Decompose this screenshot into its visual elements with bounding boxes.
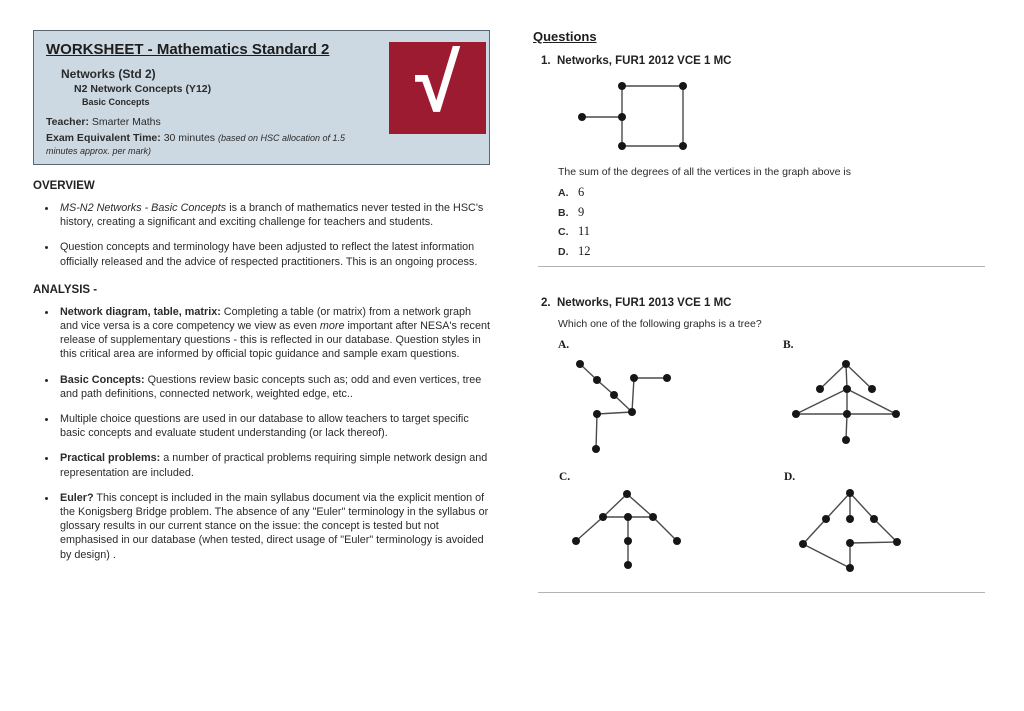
analysis-item [57, 412, 490, 440]
graph-option-b-diagram [786, 352, 906, 457]
radical-check-icon: √ [414, 38, 460, 129]
question-1-prompt: The sum of the degrees of all the vertices in the graph above is [558, 166, 852, 178]
option-a [558, 185, 591, 205]
question-divider [538, 266, 985, 267]
question-1-title [541, 55, 731, 67]
graph-option-a-label: A. [558, 339, 570, 351]
analysis-item [57, 305, 490, 362]
option-c-value: 11 [578, 224, 591, 238]
option-d [558, 244, 591, 264]
question-2-source: Networks, FUR1 2013 VCE 1 MC [557, 297, 732, 309]
graph-option-a-diagram [565, 352, 685, 465]
exam-time-line [46, 132, 378, 158]
question-divider [538, 592, 985, 593]
exam-time-note: (based on HSC allocation of 1.5 minutes approx. per mark) [46, 133, 346, 156]
questions-heading: Questions [533, 29, 597, 44]
teacher-label: Teacher: [46, 116, 89, 128]
subject-line: Networks (Std 2) [61, 67, 156, 81]
analysis-list [57, 305, 490, 562]
option-a-label: A. [558, 187, 569, 199]
option-b-label: B. [558, 206, 569, 219]
overview-list [57, 201, 490, 269]
option-b [558, 205, 591, 225]
smartermaths-logo [389, 38, 486, 134]
question-1-options [558, 185, 591, 263]
graph-option-d-diagram [791, 481, 911, 586]
option-d-value: 12 [578, 243, 591, 258]
question-2-number: 2. [541, 297, 551, 309]
overview-heading: OVERVIEW [33, 180, 95, 192]
analysis-item-text: Euler? This concept is included in the main syllabus document via the explicit mention of the Konigsberg Bridge problem. The absence of any "Euler" terminology in the syllabus or glossary results in our current stance on the issue: the concept is tested but not emphasised in our database (when tested, direct usage of "Euler" terminology is avoided by design) . [60, 491, 489, 561]
exam-time-label: Exam Equivalent Time: [46, 132, 161, 144]
analysis-heading: ANALYSIS - [33, 283, 98, 296]
question-1-source: Networks, FUR1 2012 VCE 1 MC [557, 55, 732, 67]
question-1-number: 1. [541, 55, 551, 67]
subtopic-line: Basic Concepts [82, 97, 150, 107]
worksheet-header-box [33, 30, 490, 165]
analysis-item-text: Network diagram, table, matrix: Completing a table (or matrix) from a network graph and vice versa is a core competency we view as even more important after NESA's recent release of supplementary questions - this is reflected in our database. Question styles in this critical area are informed by official topic guidance and sample exam questions. [60, 305, 490, 361]
overview-item [57, 240, 490, 268]
exam-time-value: 30 minutes [163, 132, 216, 144]
overview-item [57, 201, 490, 229]
teacher-value: Smarter Maths [91, 116, 161, 128]
question-1-network-diagram [570, 76, 700, 166]
option-c-label: C. [558, 226, 569, 238]
question-2-prompt: Which one of the following graphs is a tree? [558, 318, 762, 330]
graph-option-d-label: D. [784, 471, 796, 483]
analysis-item-text: Basic Concepts: Questions review basic concepts such as; odd and even vertices, tree and path definitions, connected network, weighted edge, etc.. [60, 373, 482, 400]
question-2-title [541, 297, 731, 309]
worksheet-title: WORKSHEET - Mathematics Standard 2 [46, 41, 330, 58]
option-d-label: D. [558, 245, 569, 258]
graph-option-c-label: C. [559, 471, 571, 483]
overview-item-text: Question concepts and terminology have been adjusted to reflect the latest information officially released and the advice of respected practitioners. This is an ongoing process. [60, 241, 478, 268]
left-column [33, 30, 490, 573]
questions-column [533, 0, 993, 711]
graph-option-b-label: B. [783, 339, 794, 351]
analysis-item-text: Practical problems: a number of practical problems requiring simple network design and representation are included. [60, 452, 488, 479]
overview-item-text: MS-N2 Networks - Basic Concepts is a branch of mathematics never tested in the HSC's history, creating a significant and exciting challenge for teachers and students. [60, 202, 484, 229]
analysis-item [57, 491, 490, 562]
topic-line: N2 Network Concepts (Y12) [74, 83, 212, 95]
option-c [558, 224, 591, 244]
option-b-value: 9 [578, 204, 585, 219]
analysis-item [57, 373, 490, 401]
option-a-value: 6 [578, 185, 585, 199]
graph-option-c-diagram [563, 483, 688, 583]
analysis-item-text: Multiple choice questions are used in our database to allow teachers to target specific basic concepts and evaluate student understanding (or lack thereof). [60, 413, 469, 440]
analysis-item [57, 451, 490, 479]
